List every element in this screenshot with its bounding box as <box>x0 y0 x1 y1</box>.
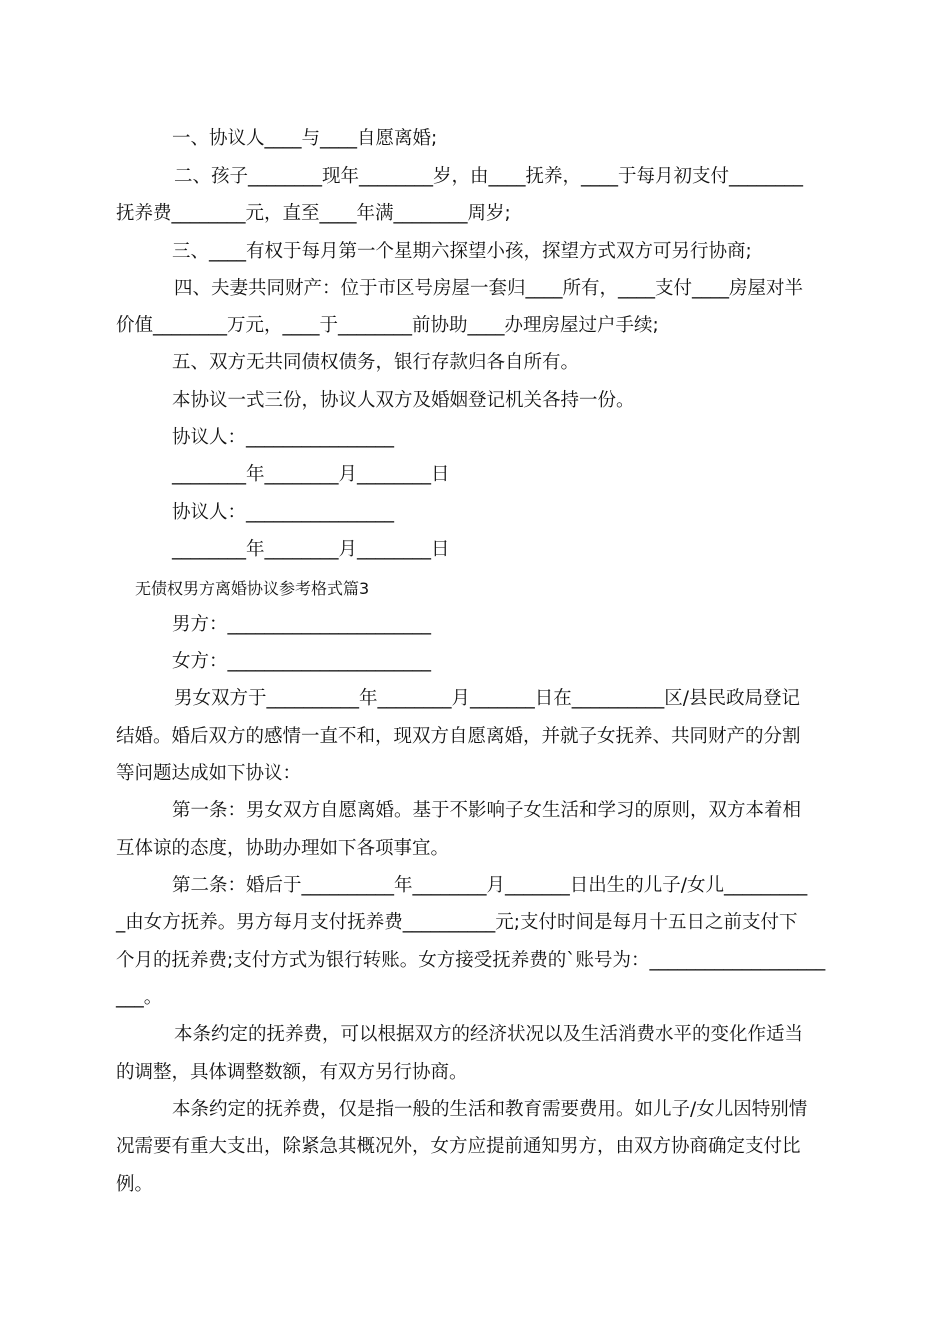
document-page: 一、协议人____与____自愿离婚; 二、孩子________现年________岁，由____抚养，____于每月初支付________ 抚养费________元，直至____年满________周岁; 三、____有权于每月第一个星期六探望小孩，探望方式双方可另行协商; 四、夫妻共同财产：位于市区号房屋一套归____所有，____支付____房屋对半 价值________万元，____于________前协助____办理房屋过户手续; 五、双方无共同债权债务，银行存款归各自所有。 本协议一式三份，协议人双方及婚姻登记机关各持一份。 协议人：________________ ________年________月________日 协议人：________________ ________年________月________日 无债权男方离婚协议参考格式篇3 男方：______________________ 女方：______________________ 男女双方于__________年________月_______日在__________区/县民政局登记 结婚。婚后双方的感情一直不和，现双方自愿离婚，并就子女抚养、共同财产的分割 等问题达成如下协议： 第一条：男女双方自愿离婚。基于不影响子女生活和学习的原则，双方本着相 互体谅的态度，协助办理如下各项事宜。 第二条：婚后于__________年________月_______日出生的儿子/女儿_________ _由女方抚养。男方每月支付抚养费__________元;支付时间是每月十五日之前支付下 个月的抚养费;支付方式为银行转账。女方接受抚养费的`账号为：___________________ ___。 本条约定的抚养费，可以根据双方的经济状况以及生活消费水平的变化作适当 的调整，具体调整数额，有双方另行协商。 本条约定的抚养费，仅是指一般的生活和教育需要费用。如儿子/女儿因特别情 况需要有重大支出，除紧急其概况外，女方应提前通知男方，由双方协商确定支付比 例。 <box>116 128 826 1195</box>
